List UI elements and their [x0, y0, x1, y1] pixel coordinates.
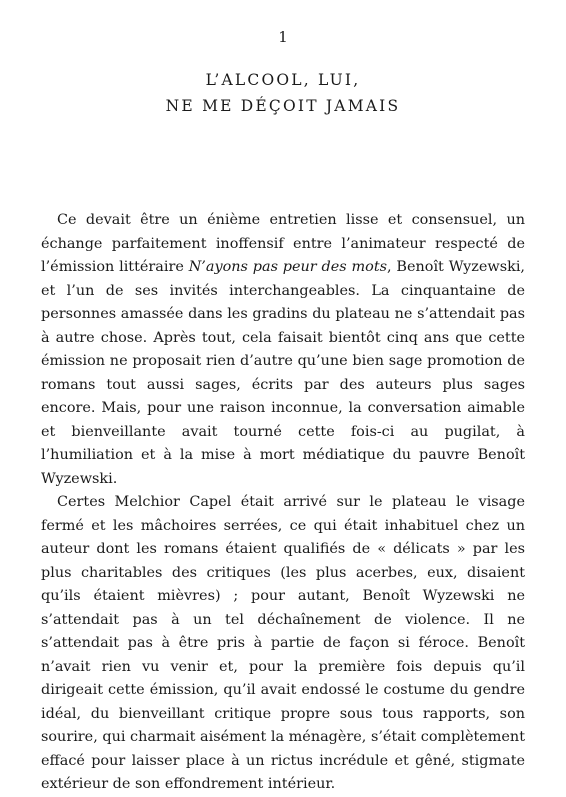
paragraph-1 — [41, 209, 525, 491]
paragraph-1-before: Ce devait être un énième entretien lisse et consensuel, un échange parfaitement inoffensif entre l’animateur respecté de l’émission littéraire — [41, 212, 525, 275]
chapter-title — [0, 67, 566, 119]
paragraph-2: Certes Melchior Capel était arrivé sur le plateau le visage fermé et les mâchoires serrées, ce qui était inhabituel chez un auteur dont les romans étaient qualifiés de « délicats » par les plus charitables des critiques (les plus acerbes, eux, disaient qu’ils étaient mièvres) ; pour autant, Benoît Wyzewski ne s’attendait pas à un tel déchaînement de violence. Il ne s’attendait pas à être pris à partie de façon si féroce. Benoît n’avait rien vu venir et, pour la première fois depuis qu’il dirigeait cette émission, qu’il avait endossé le costume du gendre idéal, du bienveillant critique propre sous tous rapports, son sourire, qui charmait aisément la ménagère, s’était complètement effacé pour laisser place à un rictus incrédule et gêné, stigmate extérieur de son effondrement intérieur. — [41, 494, 525, 792]
show-title: N’ayons pas peur des mots — [188, 259, 387, 275]
chapter-number: 1 — [278, 28, 288, 46]
paragraph-1-after: , Benoît Wyzewski, et l’un de ses invités interchangeables. La cinquantaine de personnes amassée dans les gradins du plateau ne s’attendait pas à autre chose. Après tout, cela faisait bientôt cinq ans que cette émission ne proposait rien d’autre qu’une bien sage promotion de romans tout aussi sages, écrits par des auteurs plus sages encore. Mais, pour une raison inconnue, la conversation aimable et bienveillante avait tourné cette fois-ci au pugilat, à l’humiliation et à la mise à mort médiatique du pauvre Benoît Wyzewski. — [41, 259, 526, 487]
chapter-title-line-1: L’ALCOOL, LUI, — [205, 71, 361, 89]
chapter-title-line-2: NE ME DÉÇOIT JAMAIS — [165, 97, 401, 115]
body-text — [41, 209, 525, 797]
